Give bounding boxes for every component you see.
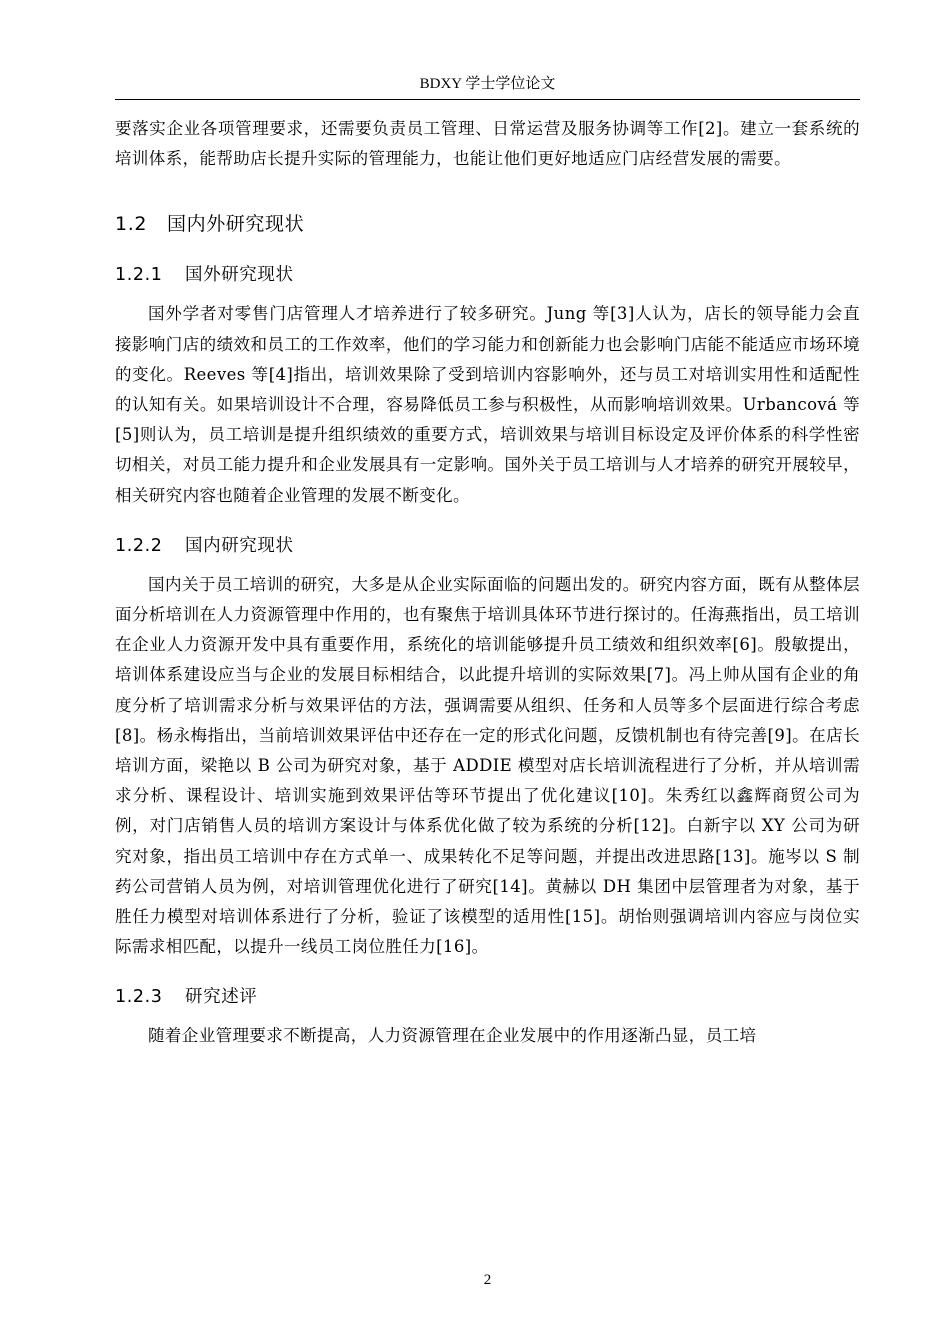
section-heading-1-2 [115,210,860,238]
subsection-heading-1-2-2 [115,533,860,559]
subsection-title: 研究述评 [185,987,258,1008]
subsection-number: 1.2.1 [115,265,163,286]
subsection-title: 国外研究现状 [185,265,294,286]
subsection-heading-1-2-1 [115,262,860,288]
section-number: 1.2 [115,213,148,236]
subsection-heading-1-2-3 [115,984,860,1010]
page-header: BDXY 学士学位论文 [419,76,556,92]
paragraph-domestic-research: 国内关于员工培训的研究，大多是从企业实际面临的问题出发的。研究内容方面，既有从整体层面分析培训在人力资源管理中作用的，也有聚焦于培训具体环节进行探讨的。任海燕指出，员工培训在企业人力资源开发中具有重要作用，系统化的培训能够提升员工绩效和组织效率[6]。殷敏提出，培训体系建设应当与企业的发展目标相结合，以此提升培训的实际效果[7]。冯上帅从国有企业的角度分析了培训需求分析与效果评估的方法，强调需要从组织、任务和人员等多个层面进行综合考虑[8]。杨永梅指出，当前培训效果评估中还存在一定的形式化问题，反馈机制也有待完善[9]。在店长培训方面，梁艳以 B 公司为研究对象，基于 ADDIE 模型对店长培训流程进行了分析，并从培训需求分析、课程设计、培训实施到效果评估等环节提出了优化建议[10]。朱秀红以鑫辉商贸公司为例，对门店销售人员的培训方案设计与体系优化做了较为系统的分析[12]。白新宇以 XY 公司为研究对象，指出员工培训中存在方式单一、成果转化不足等问题，并提出改进思路[13]。施岑以 S 制药公司营销人员为例，对培训管理优化进行了研究[14]。黄赫以 DH 集团中层管理者为对象，基于胜任力模型对培训体系进行了分析，验证了该模型的适用性[15]。胡怡则强调培训内容应与岗位实际需求相匹配，以提升一线员工岗位胜任力[16]。 [115,574,860,957]
page-number: 2 [483,1272,492,1288]
paragraph-review: 随着企业管理要求不断提高，人力资源管理在企业发展中的作用逐渐凸显，员工培 [148,1026,757,1046]
header-divider [115,99,860,100]
subsection-title: 国内研究现状 [185,535,294,556]
paragraph-foreign-research: 国外学者对零售门店管理人才培养进行了较多研究。Jung 等[3]人认为，店长的领导能力会直接影响门店的绩效和员工的工作效率，他们的学习能力和创新能力也会影响门店能不能适应市场环境的变化。Reeves 等[4]指出，培训效果除了受到培训内容影响外，还与员工对培训实用性和适配性的认知有关。如果培训设计不合理，容易降低员工参与积极性，从而影响培训效果。Urbancová 等[5]则认为，员工培训是提升组织绩效的重要方式，培训效果与培训目标设定及评价体系的科学性密切相关，对员工能力提升和企业发展具有一定影响。国外关于员工培训与人才培养的研究开展较早，相关研究内容也随着企业管理的发展不断变化。 [115,304,860,505]
subsection-number: 1.2.3 [115,987,163,1008]
section-title: 国内外研究现状 [167,213,305,236]
intro-paragraph: 要落实企业各项管理要求，还需要负责员工管理、日常运营及服务协调等工作[2]。建立一套系统的培训体系，能帮助店长提升实际的管理能力，也能让他们更好地适应门店经营发展的需要。 [115,119,860,169]
subsection-number: 1.2.2 [115,535,163,556]
page-body [115,114,860,1052]
